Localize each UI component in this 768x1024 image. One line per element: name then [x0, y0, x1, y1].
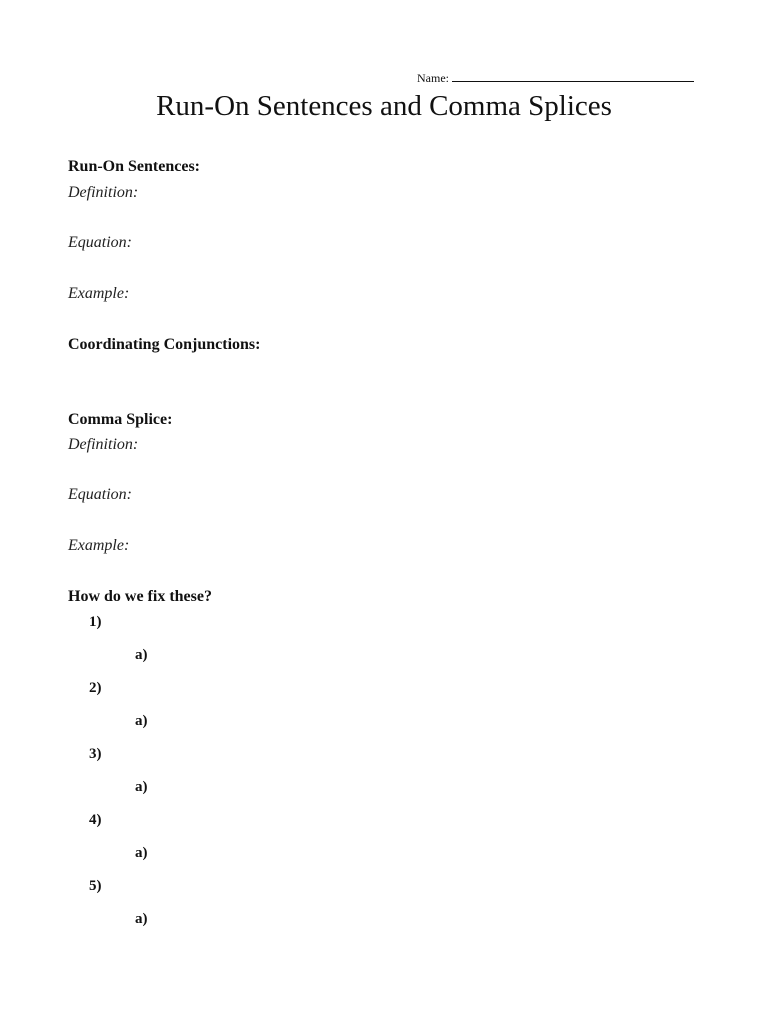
- name-label: Name:: [417, 71, 449, 85]
- comma-splice-heading: Comma Splice:: [68, 411, 173, 428]
- fix-item-5-sub-a: a): [135, 911, 148, 927]
- fix-item-1-sub-a: a): [135, 647, 148, 663]
- fix-item-3-number: 3): [89, 746, 102, 762]
- fix-item-2-sub-a: a): [135, 713, 148, 729]
- comma-splice-equation-label: Equation:: [68, 486, 132, 503]
- run-on-definition-label: Definition:: [68, 184, 139, 201]
- name-field[interactable]: [417, 70, 694, 86]
- page-title: Run-On Sentences and Comma Splices: [156, 90, 612, 122]
- fix-item-3-sub-a: a): [135, 779, 148, 795]
- run-on-equation-label: Equation:: [68, 234, 132, 251]
- fix-item-4-sub-a: a): [135, 845, 148, 861]
- comma-splice-example-label: Example:: [68, 537, 130, 554]
- fix-item-4-number: 4): [89, 812, 102, 828]
- fix-item-2-number: 2): [89, 680, 102, 696]
- fix-item-1-number: 1): [89, 614, 102, 630]
- name-blank-line[interactable]: [452, 70, 694, 82]
- fix-heading: How do we fix these?: [68, 588, 212, 605]
- run-on-heading: Run-On Sentences:: [68, 158, 201, 175]
- comma-splice-definition-label: Definition:: [68, 436, 139, 453]
- fix-item-5-number: 5): [89, 878, 102, 894]
- coordinating-conjunctions-heading: Coordinating Conjunctions:: [68, 336, 261, 353]
- run-on-example-label: Example:: [68, 285, 130, 302]
